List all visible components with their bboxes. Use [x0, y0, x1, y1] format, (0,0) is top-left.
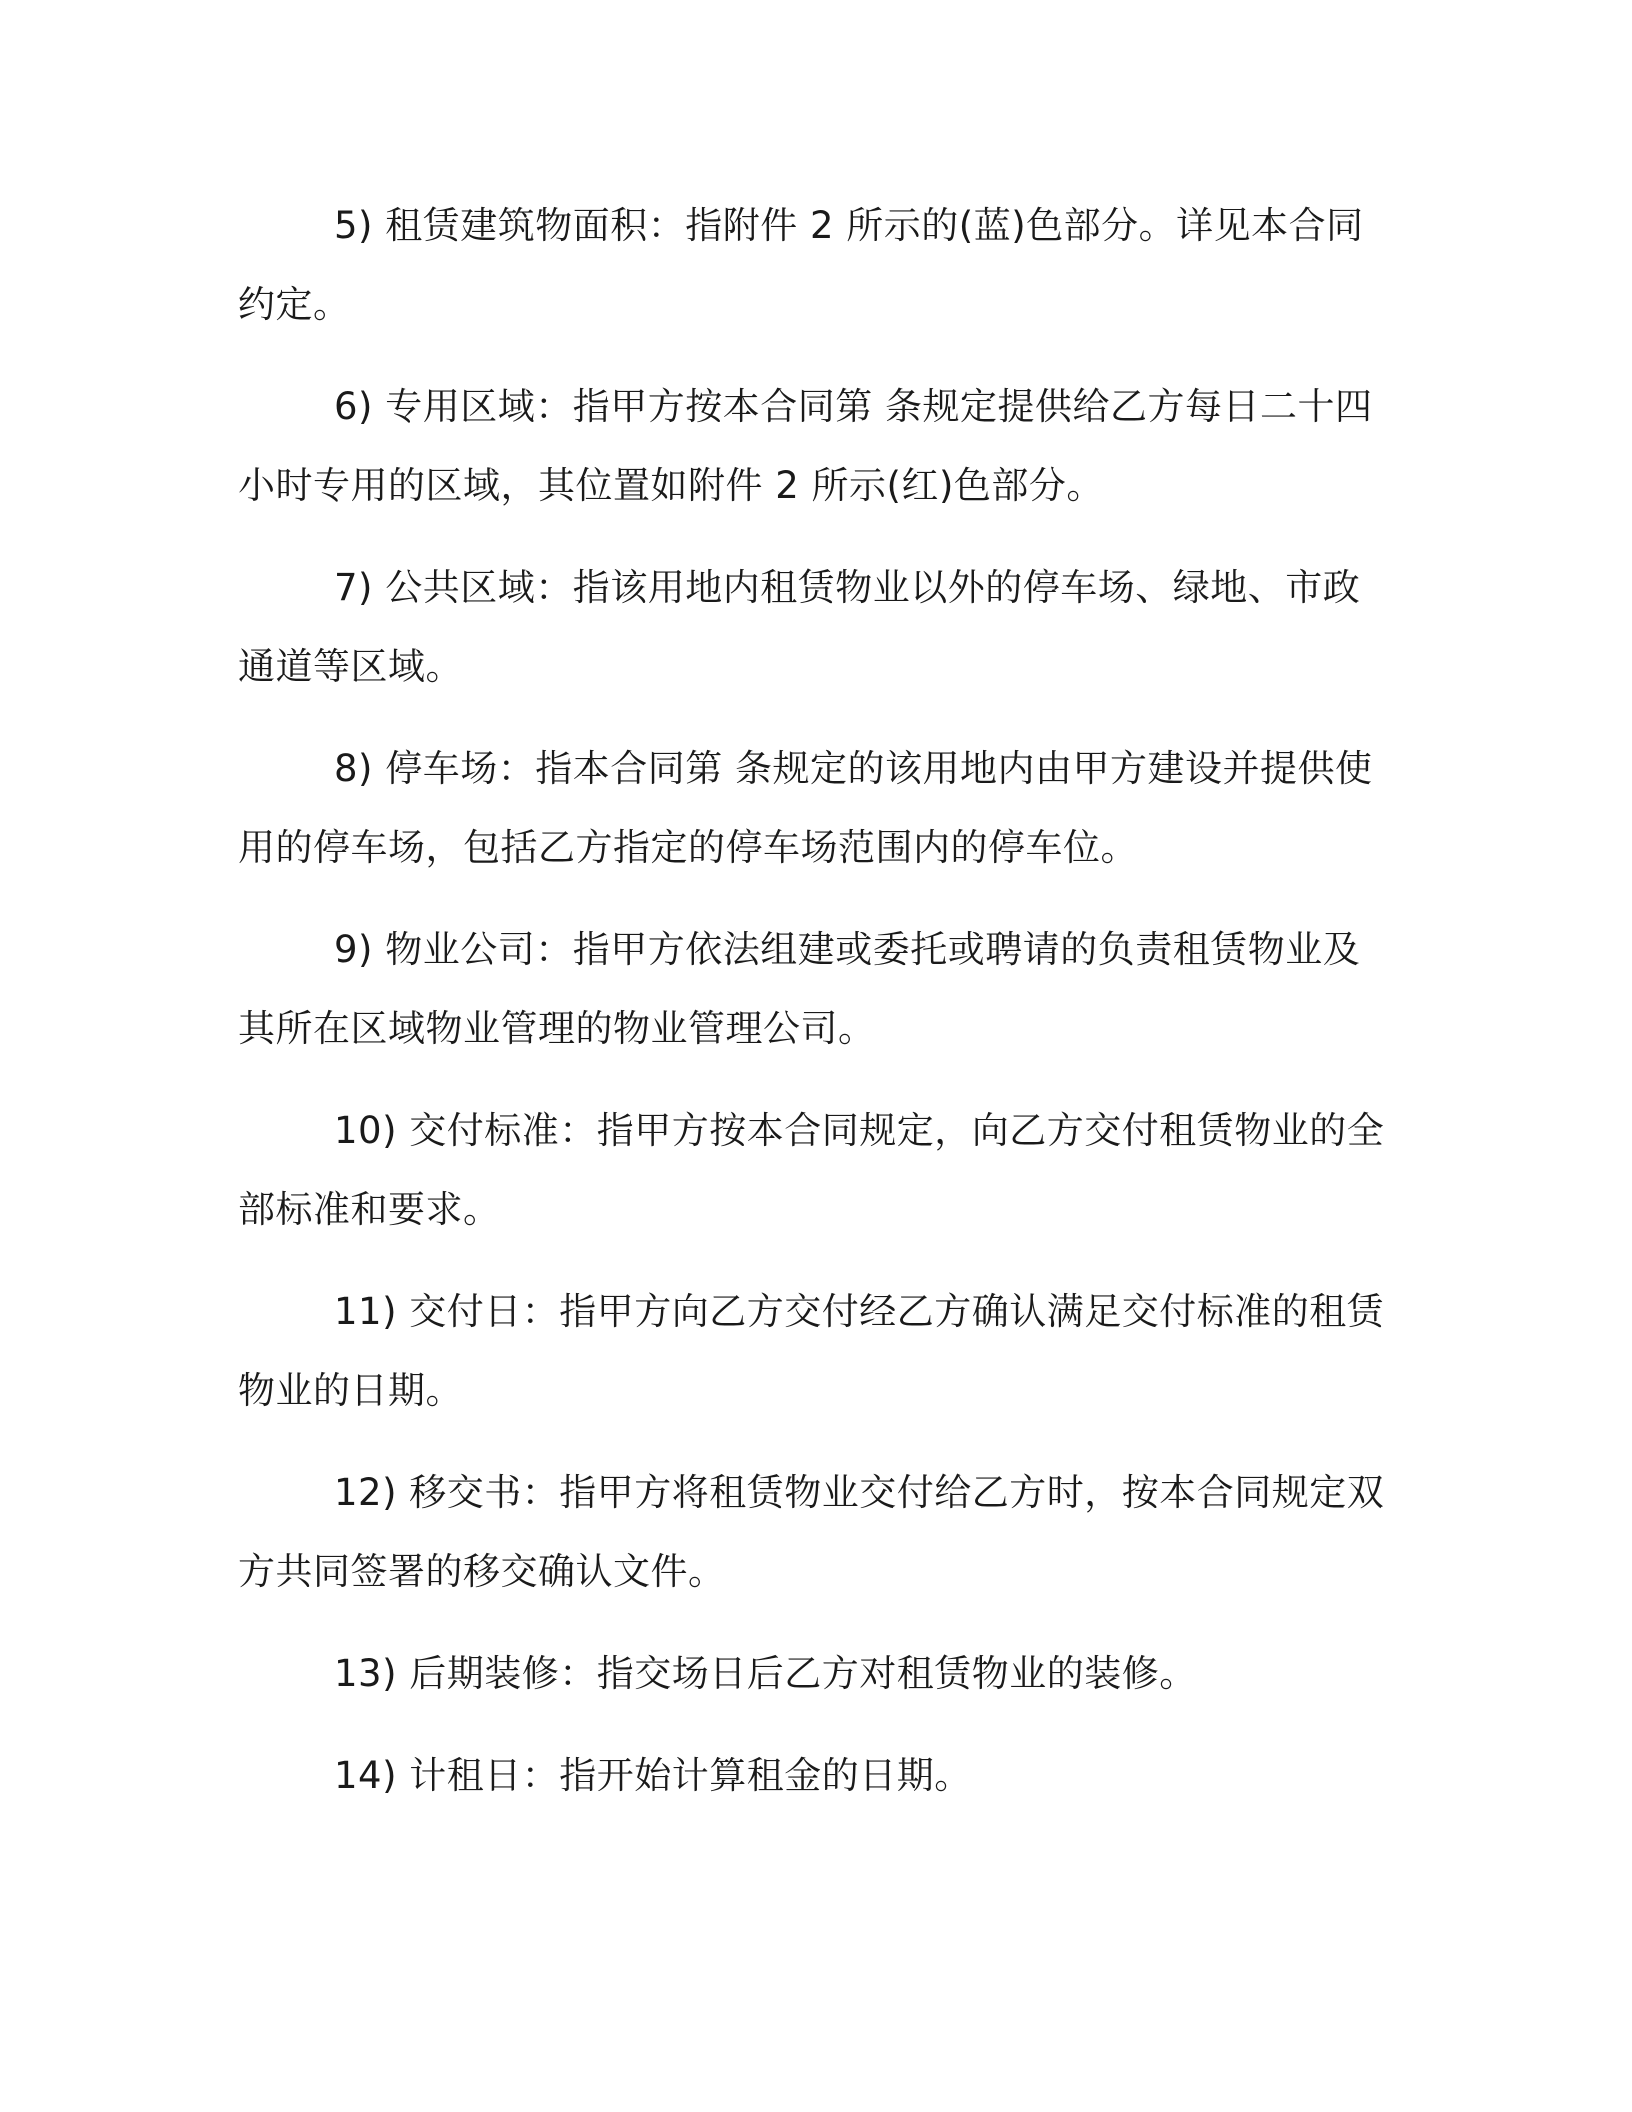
- paragraph-item-5: 5) 租赁建筑物面积：指附件 2 所示的(蓝)色部分。详见本合同约定。: [238, 204, 1364, 326]
- paragraph-item-13: 13) 后期装修：指交场日后乙方对租赁物业的装修。: [334, 1652, 1197, 1695]
- paragraph-item-11: 11) 交付日：指甲方向乙方交付经乙方确认满足交付标准的租赁物业的日期。: [238, 1290, 1385, 1412]
- paragraph-item-9: 9) 物业公司：指甲方依法组建或委托或聘请的负责租赁物业及其所在区域物业管理的物业管理公司。: [238, 928, 1361, 1050]
- paragraph-item-12: 12) 移交书：指甲方将租赁物业交付给乙方时，按本合同规定双方共同签署的移交确认文件。: [238, 1471, 1385, 1593]
- paragraph-item-7: 7) 公共区域：指该用地内租赁物业以外的停车场、绿地、市政通道等区域。: [238, 566, 1361, 688]
- paragraph-item-8: 8) 停车场：指本合同第 条规定的该用地内由甲方建设并提供使用的停车场，包括乙方指定的停车场范围内的停车位。: [238, 747, 1373, 869]
- paragraph-item-10: 10) 交付标准：指甲方按本合同规定，向乙方交付租赁物业的全部标准和要求。: [238, 1109, 1385, 1231]
- document-body: [238, 186, 1394, 1838]
- paragraph-item-14: 14) 计租日：指开始计算租金的日期。: [334, 1754, 972, 1797]
- paragraph-item-6: 6) 专用区域：指甲方按本合同第 条规定提供给乙方每日二十四小时专用的区域，其位置如附件 2 所示(红)色部分。: [238, 385, 1373, 507]
